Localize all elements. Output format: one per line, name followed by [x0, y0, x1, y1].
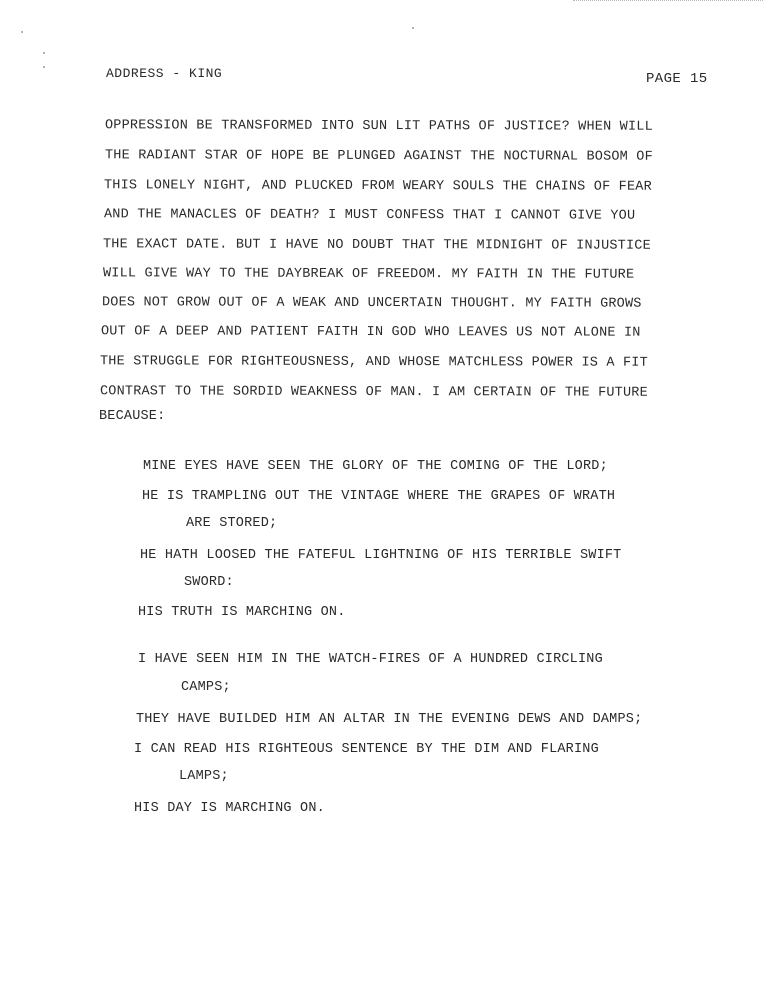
body-line: THIS LONELY NIGHT, AND PLUCKED FROM WEARY SOULS THE CHAINS OF FEAR: [103, 178, 652, 195]
verse-line-continued: SWORD:: [184, 575, 234, 590]
verse-line: THEY HAVE BUILDED HIM AN ALTAR IN THE EVENING DEWS AND DAMPS;: [136, 712, 643, 727]
verse-line-continued: ARE STORED;: [186, 516, 278, 531]
body-line: AND THE MANACLES OF DEATH? I MUST CONFESS THAT I CANNOT GIVE YOU: [103, 207, 636, 224]
body-line: THE EXACT DATE. BUT I HAVE NO DOUBT THAT THE MIDNIGHT OF INJUSTICE: [102, 237, 651, 254]
scan-speck: [43, 66, 45, 68]
scan-speck: [43, 52, 45, 54]
verse-line: I HAVE SEEN HIM IN THE WATCH-FIRES OF A HUNDRED CIRCLING: [138, 652, 603, 667]
verse-line: HE HATH LOOSED THE FATEFUL LIGHTNING OF HIS TERRIBLE SWIFT: [140, 548, 622, 563]
verse-line: I CAN READ HIS RIGHTEOUS SENTENCE BY THE DIM AND FLARING: [134, 742, 599, 757]
verse-line: HIS DAY IS MARCHING ON.: [134, 801, 325, 816]
body-line: DOES NOT GROW OUT OF A WEAK AND UNCERTAIN THOUGHT. MY FAITH GROWS: [101, 295, 642, 312]
scan-speck: [412, 27, 414, 29]
verse-line: HE IS TRAMPLING OUT THE VINTAGE WHERE THE GRAPES OF WRATH: [142, 489, 616, 504]
body-line: WILL GIVE WAY TO THE DAYBREAK OF FREEDOM. MY FAITH IN THE FUTURE: [102, 266, 635, 283]
body-line: OUT OF A DEEP AND PATIENT FAITH IN GOD WHO LEAVES US NOT ALONE IN: [100, 324, 641, 341]
body-line: BECAUSE:: [99, 409, 166, 424]
body-line: THE STRUGGLE FOR RIGHTEOUSNESS, AND WHOSE MATCHLESS POWER IS A FIT: [99, 354, 648, 371]
verse-line: HIS TRUTH IS MARCHING ON.: [138, 605, 346, 620]
verse-line-continued: CAMPS;: [181, 680, 231, 695]
body-line: THE RADIANT STAR OF HOPE BE PLUNGED AGAINST THE NOCTURNAL BOSOM OF: [104, 148, 653, 165]
body-line: OPPRESSION BE TRANSFORMED INTO SUN LIT PATHS OF JUSTICE? WHEN WILL: [104, 118, 653, 135]
scan-speck: [21, 31, 23, 33]
running-header: ADDRESS - KING: [106, 66, 223, 81]
verse-line-continued: LAMPS;: [179, 769, 229, 784]
body-line: CONTRAST TO THE SORDID WEAKNESS OF MAN. I AM CERTAIN OF THE FUTURE: [99, 384, 648, 401]
scan-edge-dots: [573, 0, 763, 5]
verse-line: MINE EYES HAVE SEEN THE GLORY OF THE COMING OF THE LORD;: [143, 459, 608, 474]
page-number: PAGE 15: [646, 71, 708, 87]
